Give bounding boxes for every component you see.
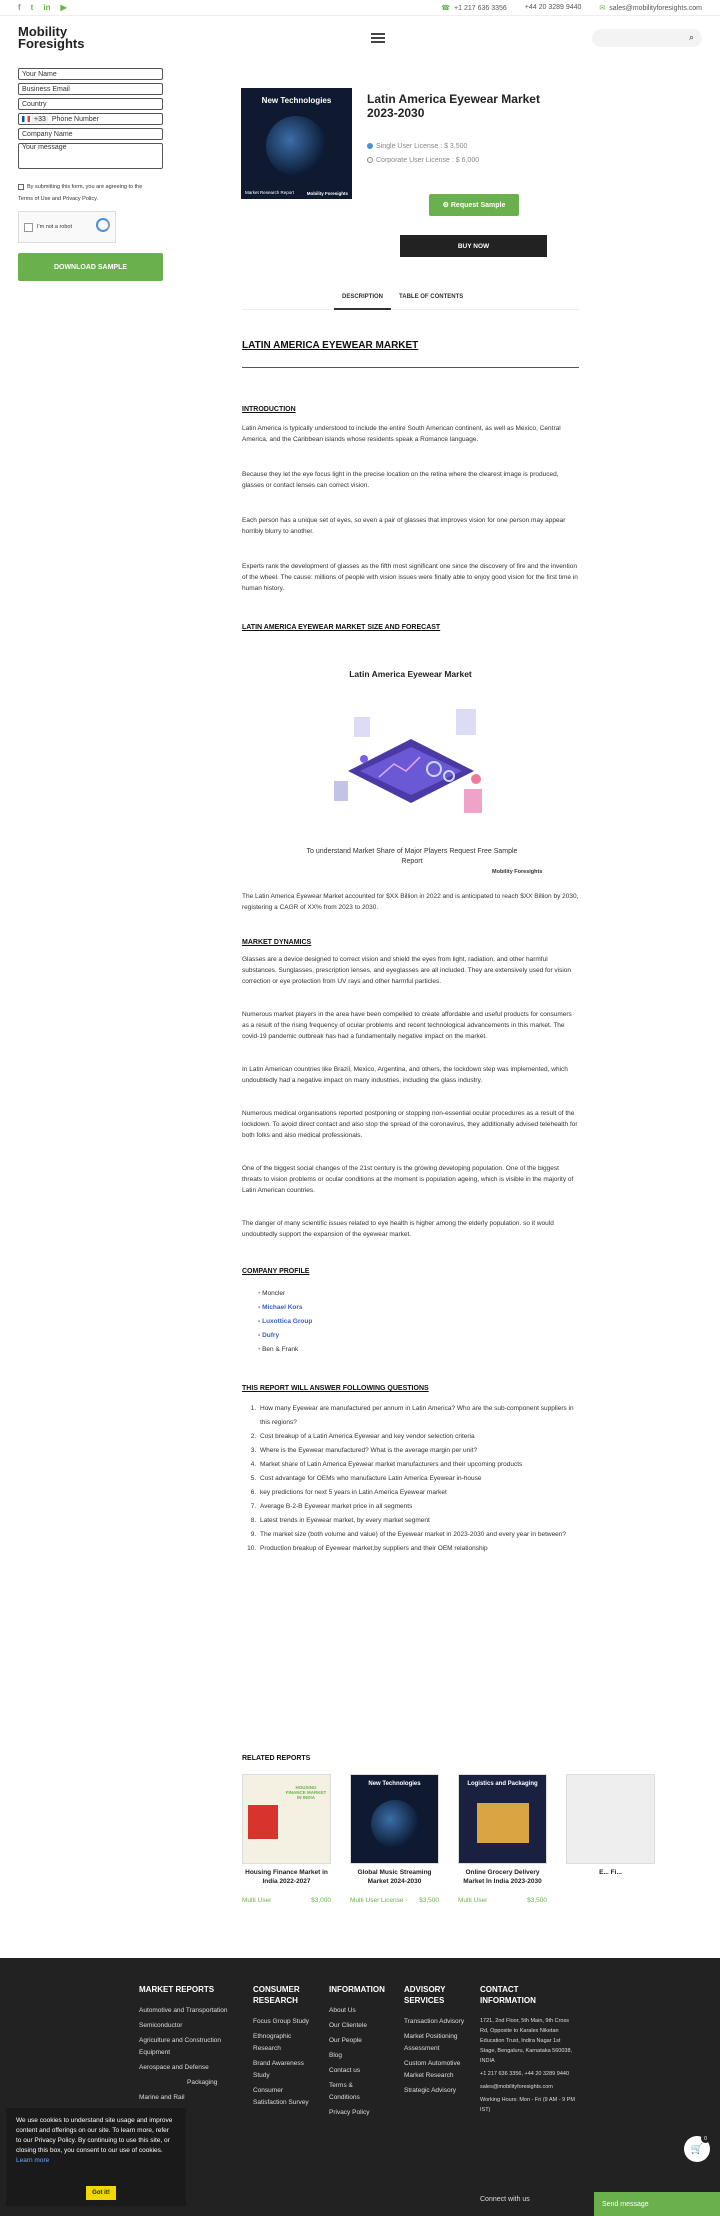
company-profile-heading: COMPANY PROFILE: [242, 1268, 310, 1275]
footer-heading: CONSUMER RESEARCH: [253, 1985, 300, 2005]
mail-icon: ✉: [599, 4, 606, 12]
footer-market-reports: [139, 1984, 239, 2107]
footer-heading: INFORMATION: [329, 1985, 385, 1994]
agree-text: [18, 181, 163, 205]
phone-link-2[interactable]: [525, 4, 582, 11]
list-item: 5. Cost advantage for OEMs who manufacture Latin America Eyewear in-house: [258, 1472, 579, 1486]
footer-link[interactable]: Semiconductor: [139, 2022, 183, 2029]
footer-link[interactable]: Agriculture and Construction Equipment: [139, 2037, 222, 2056]
list-item: 2. Cost breakup of a Latin America Eyewear and key vendor selection criteria: [258, 1430, 579, 1444]
connect-label: Connect with us: [480, 2196, 530, 2203]
intro-paragraph: Latin America is typically understood to include the entire South American continent, as well as Mexico, Central America, and the Caribbean islands whose residents speak a Romance language.: [242, 425, 561, 443]
recaptcha-icon: [96, 218, 110, 232]
phone-placeholder: Phone Number: [51, 115, 99, 123]
dynamics-paragraph: In Latin American countries like Brazil, Mexico, Argentina, and others, the lockdown step was implemented, which undoubtedly had a negative impact on many industries, including the glass industry.: [242, 1066, 568, 1084]
footer-link[interactable]: Privacy Policy: [329, 2109, 370, 2116]
chart-caption[interactable]: To understand Market Share of Major Players Request Free Sample Report: [306, 848, 518, 865]
related-reports: [242, 1755, 622, 1925]
footer-contact: [480, 1984, 575, 2118]
intro-paragraph: Because they let the eye focus light in the precise location on the retina where the clearest image is produced, glasses or contact lenses can correct vision.: [242, 471, 559, 489]
single-license-option[interactable]: [367, 140, 479, 154]
chart-logo: Mobility Foresights: [492, 869, 543, 875]
cover-title: New Technologies: [261, 96, 332, 105]
list-item[interactable]: • Luxottica Group: [258, 1315, 579, 1329]
logo-line-2: Foresights: [18, 36, 85, 51]
footer-link[interactable]: About Us: [329, 2007, 356, 2014]
youtube-icon[interactable]: ▶: [60, 3, 67, 12]
market-chart-image: [242, 669, 579, 875]
agree-checkbox[interactable]: [18, 184, 24, 190]
dynamics-paragraph: The danger of many scientific issues related to eye health is higher among the elderly population. so it would undoubtedly support the expansion of the eyewear market.: [242, 1220, 554, 1238]
report-price: $3,500: [527, 1897, 547, 1904]
related-card[interactable]: [566, 1774, 655, 1905]
phone-2: +44 20 3289 9440: [524, 4, 582, 11]
search-icon: ⌕: [688, 32, 694, 42]
buy-now-button[interactable]: BUY NOW: [400, 235, 547, 257]
phone-1: +1 217 636 3356: [454, 4, 507, 12]
footer-phone[interactable]: +1 217 636 3356, +44 20 3289 9440: [480, 2071, 570, 2077]
thumb-text: New Technologies: [368, 1781, 421, 1787]
related-card[interactable]: [458, 1774, 547, 1905]
main-title: LATIN AMERICA EYEWEAR MARKET: [242, 340, 419, 351]
top-bar: [0, 0, 720, 16]
search-input[interactable]: [592, 29, 702, 47]
tab-description[interactable]: DESCRIPTION: [334, 290, 391, 310]
report-thumbnail: [242, 1774, 331, 1864]
twitter-icon[interactable]: t: [30, 3, 34, 12]
email-field[interactable]: Business Email: [18, 83, 163, 95]
address: 1721, 2nd Floor, 5th Main, 9th Cross Rd, Opposite to Karalex Niketan Education Trust, Indira Nagar 1st Stage, Bengaluru, Karnataka 560038, INDIA: [480, 2018, 573, 2064]
footer-link[interactable]: Marine and Rail: [139, 2094, 185, 2101]
footer-link[interactable]: Strategic Advisory: [404, 2087, 457, 2094]
footer-link[interactable]: Terms & Conditions: [329, 2082, 360, 2101]
cart-count: 0: [701, 2134, 710, 2143]
facebook-icon[interactable]: f: [18, 3, 21, 12]
product-title: Latin America Eyewear Market 2023-2030: [367, 92, 540, 120]
cover-footer: Market Research Report: [245, 190, 295, 195]
tab-table-of-contents[interactable]: TABLE OF CONTENTS: [399, 294, 464, 300]
phone-code[interactable]: +33: [34, 115, 46, 123]
footer-link[interactable]: Contact us: [329, 2067, 361, 2074]
cookie-text: We use cookies to understand site usage and improve content and offerings on our site. To learn more, refer to our Privacy Policy. By continuing to use this site, or closing this box, you consent to our use of cookies.: [16, 2117, 173, 2154]
footer-link[interactable]: Focus Group Study: [253, 2018, 309, 2025]
message-field[interactable]: Your message: [18, 143, 163, 169]
footer-advisory: [404, 1984, 470, 2100]
list-item: 4. Market share of Latin America Eyewear market manufacturers and their upcoming products: [258, 1458, 579, 1472]
linkedin-icon[interactable]: in: [43, 3, 51, 12]
intro-paragraph: Each person has a unique set of eyes, so even a pair of glasses that improves vision for one person may appear horribly blurry to another.: [242, 517, 566, 535]
footer-link[interactable]: Blog: [329, 2052, 343, 2059]
footer-heading: MARKET REPORTS: [139, 1985, 215, 1994]
related-card[interactable]: [350, 1774, 439, 1905]
corporate-license-option[interactable]: [367, 154, 479, 168]
logo-line-1: Mobility: [18, 24, 68, 39]
name-field[interactable]: Your Name: [18, 68, 163, 80]
report-title[interactable]: E... Fi...: [599, 1869, 622, 1876]
social-links: [18, 3, 67, 12]
footer-heading: ADVISORY SERVICES: [404, 1985, 446, 2005]
captcha-checkbox[interactable]: [24, 223, 33, 232]
footer-consumer-research: [253, 1984, 315, 2112]
footer-heading: CONTACT INFORMATION: [480, 1985, 536, 2005]
agree-label: By submitting this form, you are agreeing to the: [27, 184, 143, 190]
list-item: 8. Latest trends in Eyewear market, by every market segment: [258, 1514, 579, 1528]
cookie-accept-button[interactable]: Got it!: [86, 2186, 116, 2200]
thumb-text: HOUSING FINANCE MARKET IN INDIA: [285, 1785, 327, 1800]
terms-link[interactable]: Terms of Use and Privacy Policy.: [18, 196, 98, 202]
report-thumbnail: [350, 1774, 439, 1864]
captcha-label: I'm not a robot: [37, 224, 72, 230]
site-logo[interactable]: [18, 26, 84, 50]
report-price: $3,000: [311, 1897, 331, 1904]
footer-link[interactable]: Our People: [329, 2037, 362, 2044]
corporate-license-radio[interactable]: [367, 157, 373, 163]
corporate-license-label: Corporate User License : $ 6,000: [376, 157, 480, 164]
thumb-text: Logistics and Packaging: [467, 1781, 538, 1787]
download-sample-button[interactable]: DOWNLOAD SAMPLE: [18, 253, 163, 281]
footer-email[interactable]: sales@mobilityforesights.com: [480, 2084, 553, 2090]
country-field[interactable]: Country: [18, 98, 163, 110]
license-label: Multi User: [458, 1897, 488, 1904]
questions-list: [258, 1402, 579, 1556]
list-item: 1. How many Eyewear are manufactured per annum in Latin America? Who are the sub-component suppliers in this regions?: [258, 1402, 579, 1430]
dynamics-paragraph: Numerous medical organisations reported postponing or stopping non-essential ocular procedures as a result of the lockdown. To avoid direct contact and also stop the spread of the coronavirus, they additionally advised telehealth for both folks and also medical professionals.: [242, 1110, 578, 1139]
cart-icon[interactable]: 🛒 0: [684, 2136, 710, 2162]
report-cover: [241, 88, 352, 199]
related-heading: RELATED REPORTS: [242, 1755, 311, 1762]
flag-icon: [22, 116, 30, 122]
phone-field[interactable]: [18, 113, 163, 125]
dynamics-paragraph: One of the biggest social changes of the 21st century is the growing developing population. One of the biggest threats to vision problems or ocular conditions at the moment is population ageing, which is visible in the majority of Latin American countries.: [242, 1165, 574, 1194]
captcha: [18, 211, 116, 243]
globe-image: [266, 116, 326, 176]
list-item: 3. Where is the Eyewear manufactured? What is the average margin per unit?: [258, 1444, 579, 1458]
sample-form: [18, 68, 163, 281]
related-card[interactable]: [242, 1774, 331, 1905]
request-sample-button[interactable]: ⚙ Request Sample: [429, 194, 519, 216]
footer-link[interactable]: Our Clientele: [329, 2022, 367, 2029]
chart-title: Latin America Eyewear Market: [349, 669, 472, 679]
footer-link[interactable]: Market Positioning Assessment: [404, 2033, 458, 2052]
footer-link[interactable]: Automotive and Transportation: [139, 2007, 228, 2014]
list-item: 6. key predictions for next 5 years in Latin America Eyewear market: [258, 1486, 579, 1500]
report-title[interactable]: Global Music Streaming Market 2024-2030: [357, 1869, 432, 1885]
tabs: [242, 290, 579, 310]
dynamics-heading: MARKET DYNAMICS: [242, 939, 312, 946]
email-link[interactable]: [599, 4, 702, 12]
contact-links: [441, 4, 702, 12]
intro-paragraph: Experts rank the development of glasses as the fifth most significant one since the discovery of fire and the invention of the wheel. The cause: millions of people with vision issues were finally able to enjoy good vision for the first time in human history.: [242, 563, 578, 592]
list-item[interactable]: • Dufry: [258, 1329, 579, 1343]
company-field[interactable]: Company Name: [18, 128, 163, 140]
phone-icon: ☎: [441, 4, 451, 12]
report-thumbnail: [566, 1774, 655, 1864]
learn-more-link[interactable]: Learn more: [16, 2157, 50, 2164]
report-price: $3,500: [419, 1897, 439, 1904]
size-heading: LATIN AMERICA EYEWEAR MARKET SIZE AND FORECAST: [242, 624, 441, 631]
footer-link[interactable]: Brand Awareness Study: [253, 2060, 304, 2079]
license-options: [367, 140, 479, 168]
size-paragraph: The Latin America Eyewear Market accounted for $XX Billion in 2022 and is anticipated to reach $XX Billion by 2030, registering a CAGR of XX% from 2023 to 2030.: [242, 893, 579, 911]
description-content: [242, 340, 579, 1556]
license-label: Multi User License -: [350, 1897, 408, 1904]
footer-link[interactable]: Ethnographic Research: [253, 2033, 292, 2052]
list-item: • Ben & Frank: [258, 1343, 579, 1357]
intro-heading: INTRODUCTION: [242, 406, 296, 413]
company-list: [258, 1287, 579, 1357]
header: [0, 16, 720, 60]
license-label: Multi User: [242, 1897, 272, 1904]
footer-link[interactable]: Consumer Satisfaction Survey: [253, 2087, 309, 2106]
questions-heading: THIS REPORT WILL ANSWER FOLLOWING QUESTIONS: [242, 1385, 429, 1392]
market-illustration: [324, 699, 499, 834]
footer-link[interactable]: Packaging: [187, 2079, 218, 2086]
menu-icon[interactable]: [371, 33, 385, 43]
phone-link-1[interactable]: [441, 4, 506, 12]
report-thumbnail: [458, 1774, 547, 1864]
footer-link[interactable]: Custom Automotive Market Research: [404, 2060, 461, 2079]
single-license-label: Single User License : $ 3,500: [376, 143, 468, 150]
list-item[interactable]: • Michael Kors: [258, 1301, 579, 1315]
footer-link[interactable]: Aerospace and Defense: [139, 2064, 209, 2071]
list-item: • Moncler: [258, 1287, 579, 1301]
footer-link[interactable]: Transaction Advisory: [404, 2018, 465, 2025]
cover-logo: Mobility Foresights: [306, 191, 348, 196]
list-item: 10. Production breakup of Eyewear market,by suppliers and their OEM relationship: [258, 1542, 579, 1556]
list-item: 7. Average B-2-B Eyewear market price in all segments: [258, 1500, 579, 1514]
report-title[interactable]: Online Grocery Delivery Market In India 2023-2030: [463, 1869, 542, 1885]
dynamics-paragraph: Glasses are a device designed to correct vision and shield the eyes from light, radiation, and other harmful substances. Sunglasses, prescription lenses, and eyeglasses are all included. They are extensively used for vision correction or eye protection from UV rays and other harmful particles.: [242, 956, 572, 985]
report-title[interactable]: Housing Finance Market in India 2022-2027: [245, 1869, 328, 1885]
send-message-button[interactable]: Send message: [594, 2192, 720, 2216]
single-license-radio[interactable]: [367, 143, 373, 149]
cookie-banner: [6, 2108, 186, 2206]
working-hours: Working Hours: Mon - Fri (9 AM - 9 PM IST): [480, 2097, 575, 2113]
divider: [242, 367, 579, 368]
list-item: 9. The market size (both volume and value) of the Eyewear market in 2023-2030 and every year in between?: [258, 1528, 579, 1542]
footer-information: [329, 1984, 385, 2122]
email-text: sales@mobilityforesights.com: [609, 4, 702, 12]
dynamics-paragraph: Numerous market players in the area have been compelled to create affordable and useful products for consumers as a result of the rising frequency of ocular problems and recent technological advancements in this market. The covid-19 pandemic outbreak has had a fundamentally negative impact on the market.: [242, 1011, 572, 1040]
